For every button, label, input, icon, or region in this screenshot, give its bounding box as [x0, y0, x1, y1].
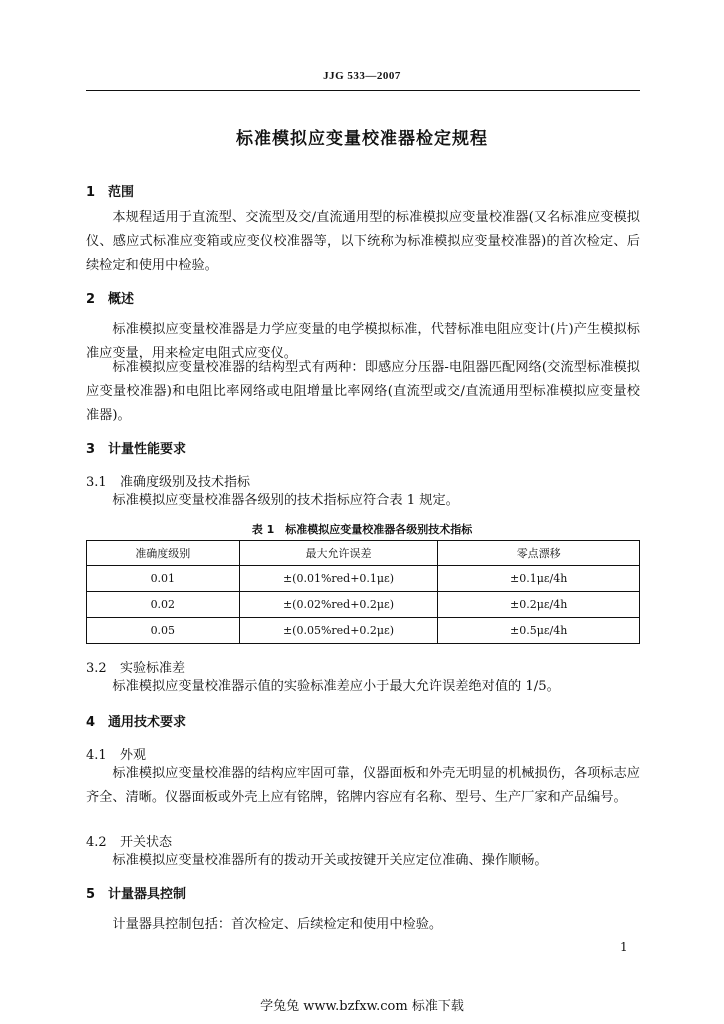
page-number: 1: [620, 940, 628, 954]
section-number: 4: [86, 715, 96, 730]
table-header-cell: 零点漂移: [438, 541, 640, 566]
subsection-number: 3.1: [86, 475, 107, 490]
table-header-cell: 准确度级别: [87, 541, 240, 566]
table-cell: ±(0.05%red+0.2με): [239, 618, 438, 644]
table-caption: 表 1 标准模拟应变量校准器各级别技术指标: [251, 523, 473, 536]
section-number: 5: [86, 887, 96, 902]
table-cell: ±0.2με/4h: [438, 592, 640, 618]
section-2-paragraph-2: 标准模拟应变量校准器的结构型式有两种：即感应分压器-电阻器匹配网络(交流型标准模拟应变量校准器)和电阻比率网络或电阻增量比率网络(直流型或交/直流通用型标准模拟应变量校准器)。: [86, 360, 640, 423]
section-title: 范围: [108, 185, 135, 200]
section-4-heading: [86, 711, 186, 730]
standard-code: JJG 533—2007: [323, 70, 401, 82]
section-title: 计量器具控制: [108, 887, 187, 902]
subsection-title: 准确度级别及技术指标: [120, 475, 251, 490]
table-cell: 0.02: [87, 592, 240, 618]
section-3-1-heading: [86, 471, 250, 490]
subsection-title: 实验标准差: [120, 661, 186, 676]
section-2-heading: [86, 288, 134, 307]
table-header-row: [87, 541, 640, 566]
section-title: 概述: [108, 292, 135, 307]
table-cell: ±0.1με/4h: [438, 566, 640, 592]
section-3-1-paragraph: 标准模拟应变量校准器各级别的技术指标应符合表 1 规定。: [112, 493, 459, 508]
section-4-2-paragraph: 标准模拟应变量校准器所有的拨动开关或按键开关应定位准确、操作顺畅。: [112, 853, 548, 868]
table-cell: ±0.5με/4h: [438, 618, 640, 644]
section-4-1-heading: [86, 744, 146, 763]
section-4-2-heading: [86, 831, 172, 850]
subsection-number: 4.1: [86, 748, 107, 763]
subsection-title: 外观: [120, 748, 147, 763]
document-title: 标准模拟应变量校准器检定规程: [236, 129, 488, 149]
section-3-heading: [86, 438, 186, 457]
section-4-1-paragraph: 标准模拟应变量校准器的结构应牢固可靠，仪器面板和外壳无明显的机械损伤，各项标志应齐全、清晰。仪器面板或外壳上应有铭牌，铭牌内容应有名称、型号、生产厂家和产品编号。: [86, 766, 640, 805]
footer-watermark: 学兔兔 www.bzfxw.com 标准下载: [260, 999, 464, 1014]
table-row: [87, 592, 640, 618]
table-row: [87, 566, 640, 592]
section-2-paragraph-1: 标准模拟应变量校准器是力学应变量的电学模拟标准，代替标准电阻应变计(片)产生模拟标准应变量，用来检定电阻式应变仪。: [86, 322, 640, 361]
header-rule: [86, 90, 640, 91]
section-number: 3: [86, 442, 96, 457]
table-cell: ±(0.01%red+0.1με): [239, 566, 438, 592]
section-1-heading: [86, 181, 134, 200]
table-cell: 0.01: [87, 566, 240, 592]
table-cell: 0.05: [87, 618, 240, 644]
subsection-number: 3.2: [86, 661, 107, 676]
section-3-2-paragraph: 标准模拟应变量校准器示值的实验标准差应小于最大允许误差绝对值的 1/5。: [112, 679, 560, 694]
table-header-cell: 最大允许误差: [239, 541, 438, 566]
subsection-number: 4.2: [86, 835, 107, 850]
section-5-paragraph: 计量器具控制包括：首次检定、后续检定和使用中检验。: [112, 917, 443, 932]
section-3-2-heading: [86, 657, 185, 676]
table-cell: ±(0.02%red+0.2με): [239, 592, 438, 618]
section-title: 通用技术要求: [108, 715, 187, 730]
section-title: 计量性能要求: [108, 442, 187, 457]
section-number: 2: [86, 292, 96, 307]
section-number: 1: [86, 185, 96, 200]
section-5-heading: [86, 883, 186, 902]
section-1-paragraph: 本规程适用于直流型、交流型及交/直流通用型的标准模拟应变量校准器(又名标准应变模拟仪、感应式标准应变箱或应变仪校准器等，以下统称为标准模拟应变量校准器)的首次检定、后续检定和使用中检验。: [86, 210, 640, 273]
spec-table: [86, 540, 640, 644]
subsection-title: 开关状态: [120, 835, 173, 850]
table-row: [87, 618, 640, 644]
